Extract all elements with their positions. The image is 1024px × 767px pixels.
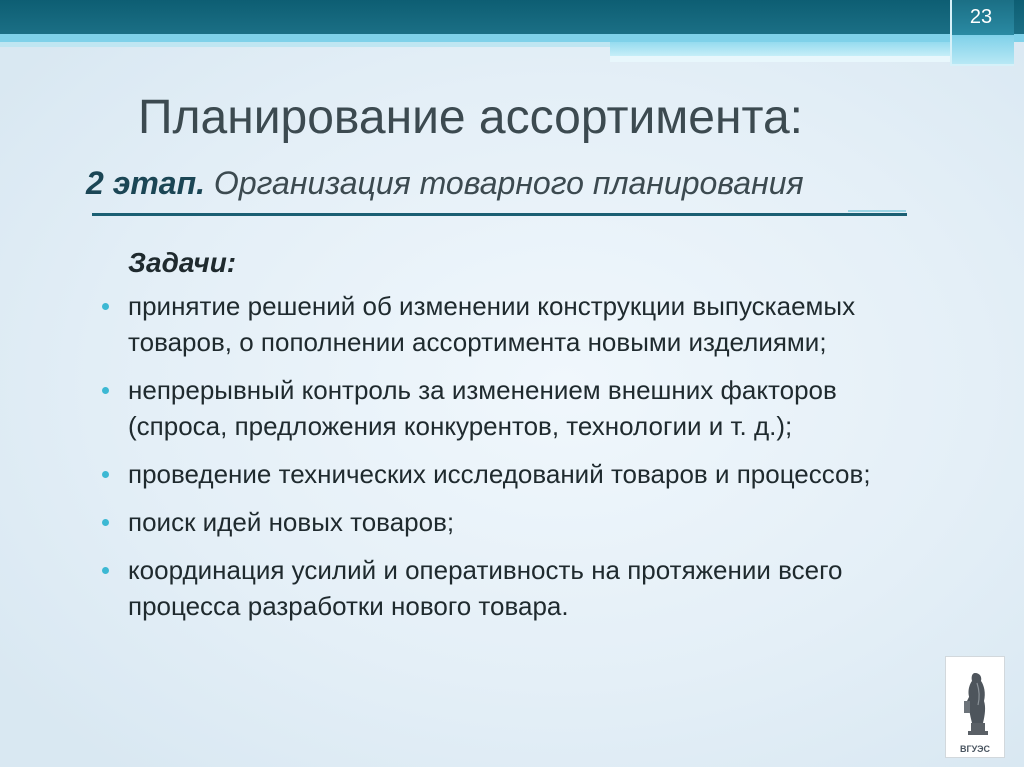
bullet-icon	[102, 519, 109, 526]
task-list	[100, 288, 930, 636]
page-number: 23	[969, 6, 993, 28]
tasks-heading: Задачи:	[128, 247, 237, 278]
list-item-text: проведение технических исследований товаров и процессов;	[128, 459, 871, 489]
list-item-text: принятие решений об изменении конструкции выпускаемых товаров, о пополнении ассортимента новыми изделиями;	[128, 291, 856, 357]
slide-subtitle	[86, 165, 804, 202]
header-stripe	[0, 42, 610, 47]
list-item	[100, 552, 930, 624]
list-item	[100, 504, 930, 540]
list-item	[100, 456, 930, 492]
bullet-icon	[102, 303, 109, 310]
title-underline-highlight	[848, 210, 906, 212]
slide-title: Планирование ассортимента:	[138, 91, 803, 144]
monument-icon	[946, 659, 1004, 743]
subtitle-stage: 2 этап.	[86, 165, 206, 201]
header-stripe	[0, 34, 1024, 42]
list-item-text: непрерывный контроль за изменением внешних факторов (спроса, предложения конкурентов, технологии и т. д.);	[128, 375, 837, 441]
title-underline	[92, 213, 907, 216]
header-band	[0, 0, 1024, 34]
logo-caption: ВГУЭС	[960, 744, 990, 754]
bullet-icon	[102, 471, 109, 478]
header-stripe	[610, 56, 950, 62]
list-item-text: координация усилий и оперативность на протяжении всего процесса разработки нового товара.	[128, 555, 843, 621]
list-item	[100, 288, 930, 360]
university-logo	[945, 656, 1005, 758]
subtitle-text: Организация товарного планирования	[205, 165, 804, 201]
list-item	[100, 372, 930, 444]
header-stripe	[610, 42, 950, 56]
bullet-icon	[102, 567, 109, 574]
bullet-icon	[102, 387, 109, 394]
list-item-text: поиск идей новых товаров;	[128, 507, 455, 537]
